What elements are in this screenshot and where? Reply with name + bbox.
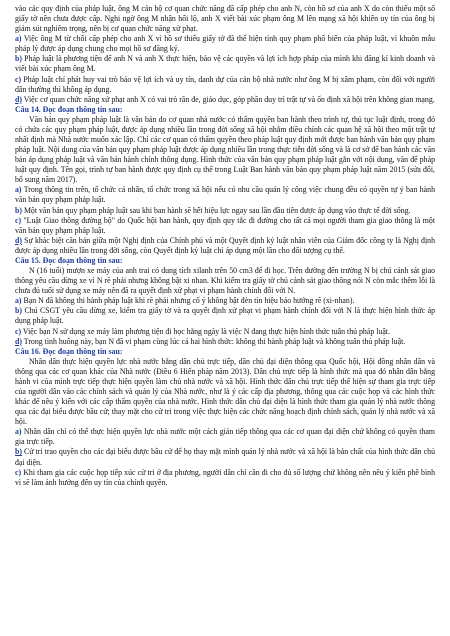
option-letter: c) xyxy=(15,326,22,336)
option-letter: d) xyxy=(15,235,22,245)
option-letter: d) xyxy=(15,336,22,346)
option-text: Một văn bản quy phạm pháp luật sau khi ban hành sẽ hết hiệu lực ngay sau lần đầu tiên được áp dụng vào thực tế đời sống. xyxy=(21,205,411,215)
option-text: Khi tham gia các cuộc họp tiếp xúc cử tri ở địa phương, người dân chỉ cần đi cho đủ số lượng chứ không nên nêu ý kiến phê bình vì sẽ làm ảnh hưởng đến uy tín của chính quyền. xyxy=(15,467,435,487)
answer-option xyxy=(15,54,435,74)
option-text: Pháp luật là phương tiện để anh N và anh X thực hiện, bảo vệ các quyền và lợi ích hợp pháp của mình khi đăng kí kinh doanh và viết bài xúc phạm ông M. xyxy=(15,54,435,74)
option-letter: a) xyxy=(15,185,22,195)
info-paragraph: N (16 tuổi) mượn xe máy của anh trai có dung tích xilanh trên 50 cm3 để đi học. Trên đường đến trường N bị chú cảnh sát giao thông yêu cầu dừng xe vì N rẽ phải nhưng không bật xi nhan. Khi kiểm tra giấy tờ chú cảnh sát giao thông nói N còn mắc thêm lỗi là chưa đủ tuổi sử dụng xe máy nên đã ra quyết định xử phạt vi phạm hành chính đối với N. xyxy=(15,266,435,296)
answer-option xyxy=(15,185,435,205)
option-text: Trong thông tin trên, tổ chức cá nhân, tổ chức trong xã hội nếu có nhu cầu quản lý công việc chung đều có quyền tự ý ban hành văn bản quy phạm pháp luật. xyxy=(15,185,435,205)
question-heading: Câu 14. Đọc đoạn thông tin sau: xyxy=(15,104,123,114)
answer-option xyxy=(15,206,435,216)
answer-option xyxy=(15,427,435,447)
answer-option xyxy=(15,95,435,105)
info-paragraph: Nhân dân thực hiện quyền lực nhà nước bằng dân chủ trực tiếp, dân chủ đại diện thông qua Quốc hội, Hội đồng nhân dân và thông qua các cơ quan khác của Nhà nước (Điều 6 Hiến pháp năm 2013). Dân chủ trực tiếp là hình thức mà qua đó nhân dân bằng hành vi của mình trực tiếp thực hiện quyền làm chủ nhà nước và xã hội. Hình thức dân chủ trực tiếp thể hiện sự tham gia trực tiếp của người dân vào các chính sách và quản lý của Nhà nước, như là ý các cấp địa phương, thông qua các cuộc họp và các hình thức khác để nêu ý kiến với các cấp thẩm quyền của nhà nước. Hình thức dân chủ đại diện là hình thức tham gia quản lý nhà nước thông qua các đại biểu được bầu cử; thay mặt cho cử tri trong việc thực hiện các chức năng hoạch định chính sách, quản lý nhà nước và xã hội. xyxy=(15,356,435,427)
option-text: Việc ông M từ chối cấp phép cho anh X vì hồ sơ thiếu giấy tờ đã thể hiện tính quy phạm phổ biến của pháp luật, vì khuôn mẫu pháp lý được áp dụng chung cho mọi hồ sơ đăng ký. xyxy=(15,34,435,54)
info-paragraph: Văn bản quy phạm pháp luật là văn bản do cơ quan nhà nước có thẩm quyền ban hành theo trình tự, thủ tục luật định, trong đó có chứa các quy phạm pháp luật, được áp dụng nhiều lần trong đời sống xã hội nhằm điều chỉnh các quan hệ xã hội theo một trật tự nhất định mà Nhà nước muốn xác lập. Chỉ các cơ quan có thẩm quyền theo pháp luật quy định mới được ban hành văn bản quy phạm pháp luật. Nội dung của văn bản quy phạm pháp luật được áp dụng nhiều lần trong thực tiễn đời sống và là cơ sở để ban hành các văn bản áp dụng pháp luật và văn bản hành chính thông dụng. Hình thức của văn bản quy phạm pháp luật gắn với nội dung, văn để pháp luật quy định. Tên gọi, trình tự ban hành được quy định cụ thể trong Luật Ban hành văn bản quy phạm pháp luật năm 2015 (sửa đổi, bổ sung năm 2017). xyxy=(15,114,435,185)
option-text: Việc bạn N sử dụng xe máy làm phương tiện đi học hằng ngày là việc N đang thực hiện hình thức tuân thủ pháp luật. xyxy=(21,326,390,336)
option-letter: a) xyxy=(15,296,22,306)
question-heading: Câu 15. Đọc đoạn thông tin sau: xyxy=(15,255,123,265)
option-text: Bạn N đã không thi hành pháp luật khi rẽ phải nhưng cố ý không bật đèn tín hiệu báo hướng rẽ (xi-nhan). xyxy=(21,296,355,306)
option-letter: c) xyxy=(15,74,22,84)
question-heading: Câu 16. Đọc đoạn thông tin sau: xyxy=(15,346,123,356)
option-letter: a) xyxy=(15,427,22,437)
answer-option xyxy=(15,296,435,306)
answer-option xyxy=(15,306,435,326)
document-page xyxy=(15,0,435,488)
answer-option xyxy=(15,75,435,95)
option-text: Cử tri trao quyền cho các đại biểu được bầu cử để họ thay mặt mình quản lý nhà nước và xã hội là bản chất của hình thức dân chủ đại diện. xyxy=(15,447,435,467)
answer-option xyxy=(15,468,435,488)
option-text: Chú CSGT yêu cầu dừng xe, kiểm tra giấy tờ và ra quyết định xử phạt vi phạm hành chính đối với N là thực hiện hình thức áp dụng pháp luật. xyxy=(15,306,435,326)
option-text: Việc cơ quan chức năng xử phạt anh X có vai trò răn đe, giáo dục, góp phần duy trì trật tự và ổn định xã hội trên không gian mạng. xyxy=(21,94,435,104)
option-letter: a) xyxy=(15,34,22,44)
option-text: Pháp luật chỉ phát huy vai trò bảo vệ lợi ích và uy tín, danh dự của cán bộ nhà nước như ông M bị xâm phạm, còn đối với người dân thường thì không áp dụng. xyxy=(15,74,435,94)
option-text: "Luật Giao thông đường bộ" do Quốc hội ban hành, quy định quy tắc đi đường cho tất cả mọi người tham gia giao thông là một văn bản quy phạm pháp luật. xyxy=(15,215,435,235)
option-letter: b) xyxy=(15,205,22,215)
option-letter: b) xyxy=(15,54,22,64)
answer-option xyxy=(15,327,435,337)
option-text: Sự khác biệt căn bản giữa một Nghị định của Chính phủ và một Quyết định kỷ luật nhân viên của Giám đốc công ty là Nghị định được áp dụng nhiều lần trong đời sống, còn Quyết định kỷ luật chỉ áp dụng một lần cho đối tượng cụ thể. xyxy=(15,235,435,255)
option-text: Trong tình huống này, bạn N đã vi phạm cùng lúc cả hai hình thức: không thi hành pháp luật và không tuân thủ pháp luật. xyxy=(21,336,406,346)
answer-option xyxy=(15,34,435,54)
answer-option xyxy=(15,216,435,236)
option-letter: b) xyxy=(15,306,22,316)
answer-option xyxy=(15,337,435,347)
answer-option xyxy=(15,236,435,256)
option-letter: b) xyxy=(15,447,22,457)
option-letter: c) xyxy=(15,467,22,477)
option-letter: c) xyxy=(15,215,22,225)
option-letter: d) xyxy=(15,94,22,104)
body-paragraph: vào các quy định của pháp luật, ông M cán bộ cơ quan chức năng đã cấp phép cho anh N, còn hồ sơ của anh X do còn thiếu một số giấy tờ nên chưa được cấp. Nghi ngờ ông M nhận hối lộ, anh X viết bài xúc phạm ông M lên mạng xã hội khiến uy tín của ông bị giảm sút nghiêm trọng, nên bị cơ quan chức năng xử phạt. xyxy=(15,4,435,34)
answer-option xyxy=(15,447,435,467)
option-text: Nhân dân chỉ có thể thực hiện quyền lực nhà nước một cách gián tiếp thông qua các cơ quan đại diện chứ không có quyền tham gia trực tiếp. xyxy=(15,427,435,447)
